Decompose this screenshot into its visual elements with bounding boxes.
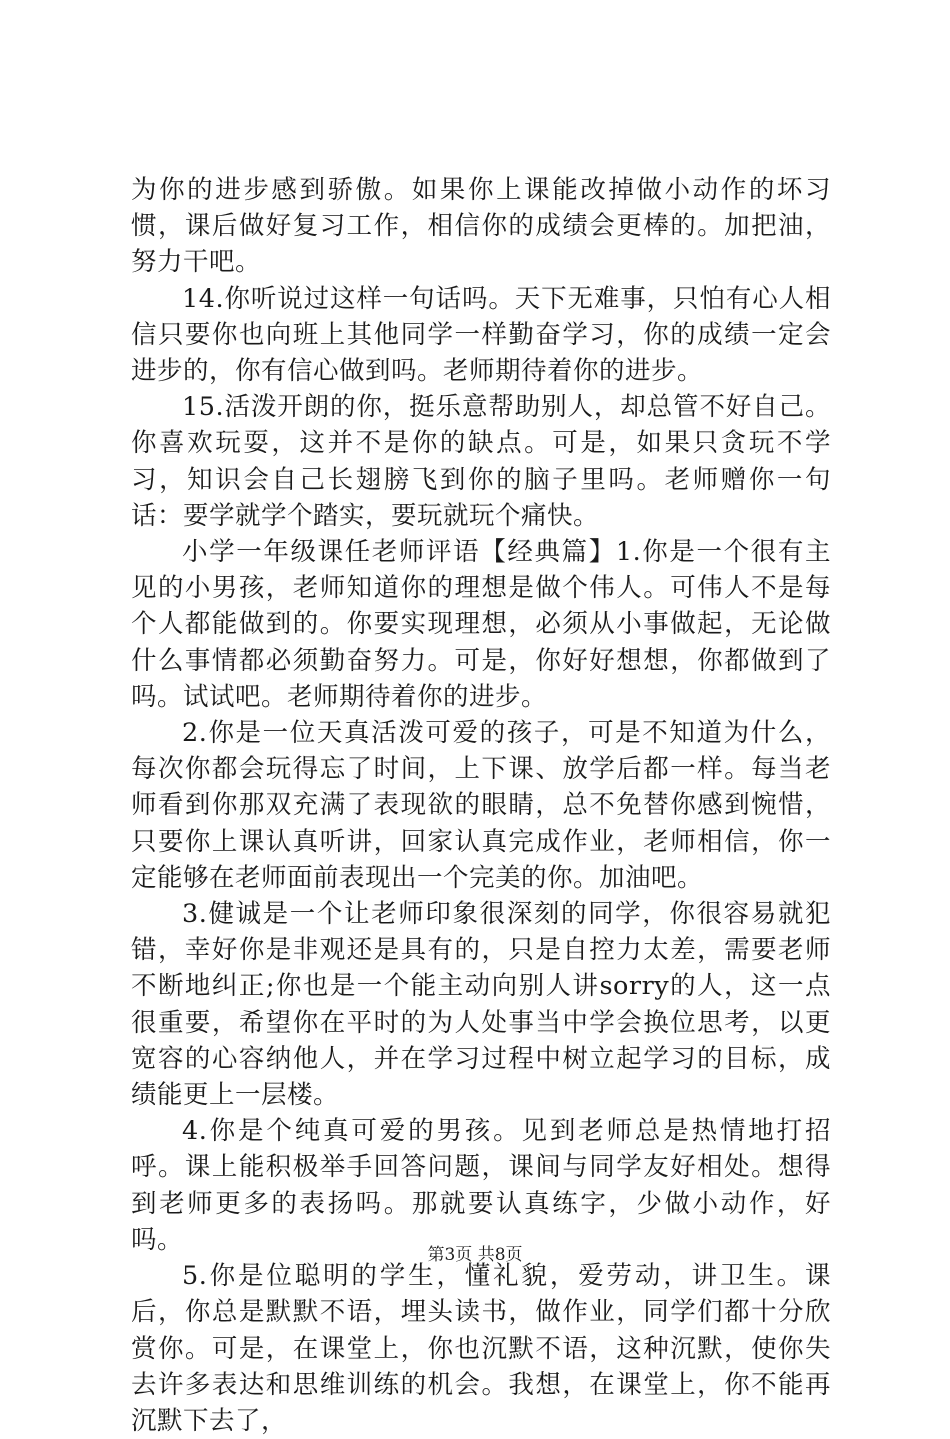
paragraph-item-2: 2.你是一位天真活泼可爱的孩子，可是不知道为什么，每次你都会玩得忘了时间，上下课、放学后都一样。每当老师看到你那双充满了表现欲的眼睛，总不免替你感到惋惜，只要你上课认真听讲，回家认真完成作业，老师相信，你一定能够在老师面前表现出一个完美的你。加油吧。 — [131, 718, 831, 893]
paragraph-item-14: 14.你听说过这样一句话吗。天下无难事，只怕有心人相信只要你也向班上其他同学一样勤奋学习，你的成绩一定会进步的，你有信心做到吗。老师期待着你的进步。 — [131, 283, 831, 387]
paragraph-section-classic-item-1: 小学一年级课任老师评语【经典篇】1.你是一个很有主见的小男孩，老师知道你的理想是做个伟人。可伟人不是每个人都能做到的。你要实现理想，必须从小事做起，无论做什么事情都必须勤奋努力。可是，你好好想想，你都做到了吗。试试吧。老师期待着你的进步。 — [131, 537, 831, 712]
paragraph-item-3: 3.健诚是一个让老师印象很深刻的同学，你很容易就犯错，幸好你是非观还是具有的，只是自控力太差，需要老师不断地纠正;你也是一个能主动向别人讲sorry的人，这一点很重要，希望你在平时的为人处事当中学会换位思考，以更宽容的心容纳他人，并在学习过程中树立起学习的目标，成绩能更上一层楼。 — [131, 899, 831, 1111]
paragraph-continued: 为你的进步感到骄傲。如果你上课能改掉做小动作的坏习惯，课后做好复习工作，相信你的成绩会更棒的。加把油，努力干吧。 — [131, 175, 831, 278]
page-number-footer: 第3页 共8页 — [427, 1245, 523, 1265]
paragraph-item-5: 5.你是位聪明的学生，懂礼貌，爱劳动，讲卫生。课后，你总是默默不语，埋头读书，做作业，同学们都十分欣赏你。可是，在课堂上，你也沉默不语，这种沉默，使你失去许多表达和思维训练的机会。我想，在课堂上，你不能再沉默下去了， — [131, 1261, 831, 1436]
paragraph-item-4: 4.你是个纯真可爱的男孩。见到老师总是热情地打招呼。课上能积极举手回答问题，课间与同学友好相处。想得到老师更多的表扬吗。那就要认真练字，少做小动作，好吗。 — [131, 1116, 831, 1255]
paragraph-item-15: 15.活泼开朗的你，挺乐意帮助别人，却总管不好自己。你喜欢玩耍，这并不是你的缺点。可是，如果只贪玩不学习，知识会自己长翅膀飞到你的脑子里吗。老师赠你一句话：要学就学个踏实，要玩就玩个痛快。 — [131, 392, 831, 531]
